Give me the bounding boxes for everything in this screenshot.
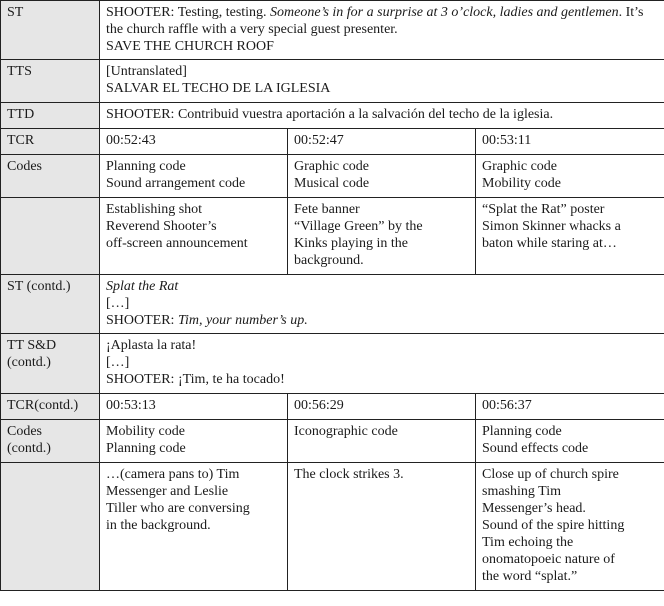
tt-sd-contd-line2: […] xyxy=(106,355,130,370)
row-tt-sd-contd xyxy=(1,334,664,394)
tts-text xyxy=(100,60,664,103)
row-label-tts: TTS xyxy=(1,60,100,103)
st-line1-plain: SHOOTER: Testing, testing. xyxy=(106,5,271,20)
st-contd-text xyxy=(100,275,664,334)
codes-cell: Graphic code Mobility code xyxy=(476,155,664,198)
row-label-codes-contd: Codes (contd.) xyxy=(1,420,100,463)
description-contd-cell: …(camera pans to) Tim Messenger and Leslie Tiller who are conversing in the background. xyxy=(100,463,288,591)
row-label-st-contd: ST (contd.) xyxy=(1,275,100,334)
row-label-codes: Codes xyxy=(1,155,100,198)
row-descriptions xyxy=(1,198,664,275)
row-tcr xyxy=(1,129,664,155)
row-label-tcr-contd: TCR(contd.) xyxy=(1,394,100,420)
row-codes-contd xyxy=(1,420,664,463)
ttd-text: SHOOTER: Contribuid vuestra aportación a la salvación del techo de la iglesia. xyxy=(100,103,664,129)
row-label-ttd: TTD xyxy=(1,103,100,129)
tts-line1: [Untranslated] xyxy=(106,64,187,79)
codes-contd-cell: Planning code Sound effects code xyxy=(476,420,664,463)
tt-sd-contd-line1: ¡Aplasta la rata! xyxy=(106,338,197,353)
description-contd-cell: The clock strikes 3. xyxy=(288,463,476,591)
tcr-value: 00:53:11 xyxy=(476,129,664,155)
description-cell: Fete banner “Village Green” by the Kinks playing in the background. xyxy=(288,198,476,275)
tcr-contd-value: 00:56:29 xyxy=(288,394,476,420)
row-label-empty xyxy=(1,463,100,591)
description-contd-cell: Close up of church spire smashing Tim Messenger’s head. Sound of the spire hitting Tim echoing the onomatopoeic nature of the word “splat.” xyxy=(476,463,664,591)
row-st-contd xyxy=(1,275,664,334)
codes-contd-cell: Iconographic code xyxy=(288,420,476,463)
row-label-tcr: TCR xyxy=(1,129,100,155)
row-label-empty xyxy=(1,198,100,275)
tcr-contd-value: 00:56:37 xyxy=(476,394,664,420)
st-contd-line1: Splat the Rat xyxy=(106,279,179,294)
row-label-tt-sd-contd: TT S&D (contd.) xyxy=(1,334,100,394)
st-contd-line3-plain: SHOOTER: xyxy=(106,313,178,328)
codes-cell: Planning code Sound arrangement code xyxy=(100,155,288,198)
description-cell: “Splat the Rat” poster Simon Skinner whacks a baton while staring at… xyxy=(476,198,664,275)
codes-cell: Graphic code Musical code xyxy=(288,155,476,198)
row-label-st: ST xyxy=(1,1,100,60)
st-line1-tail: . It’s the church raffle with a very special guest presenter. xyxy=(106,5,644,37)
st-text xyxy=(100,1,664,60)
st-line1-italic: Someone’s in for a surprise at 3 o’clock, ladies and gentlemen xyxy=(270,5,619,20)
row-ttd xyxy=(1,103,664,129)
codes-contd-cell: Mobility code Planning code xyxy=(100,420,288,463)
row-tts xyxy=(1,60,664,103)
st-contd-line2: […] xyxy=(106,296,130,311)
tcr-contd-value: 00:53:13 xyxy=(100,394,288,420)
st-line2: SAVE THE CHURCH ROOF xyxy=(106,39,274,54)
tts-line2: SALVAR EL TECHO DE LA IGLESIA xyxy=(106,81,331,96)
tt-sd-contd-line3: SHOOTER: ¡Tim, te ha tocado! xyxy=(106,372,285,387)
row-tcr-contd xyxy=(1,394,664,420)
st-contd-line3-italic: Tim, your number’s up. xyxy=(177,313,308,328)
tcr-value: 00:52:43 xyxy=(100,129,288,155)
tcr-value: 00:52:47 xyxy=(288,129,476,155)
row-codes xyxy=(1,155,664,198)
tt-sd-contd-text xyxy=(100,334,664,394)
description-cell: Establishing shot Reverend Shooter’s off-screen announcement xyxy=(100,198,288,275)
row-descriptions-contd xyxy=(1,463,664,591)
row-st xyxy=(1,1,664,60)
